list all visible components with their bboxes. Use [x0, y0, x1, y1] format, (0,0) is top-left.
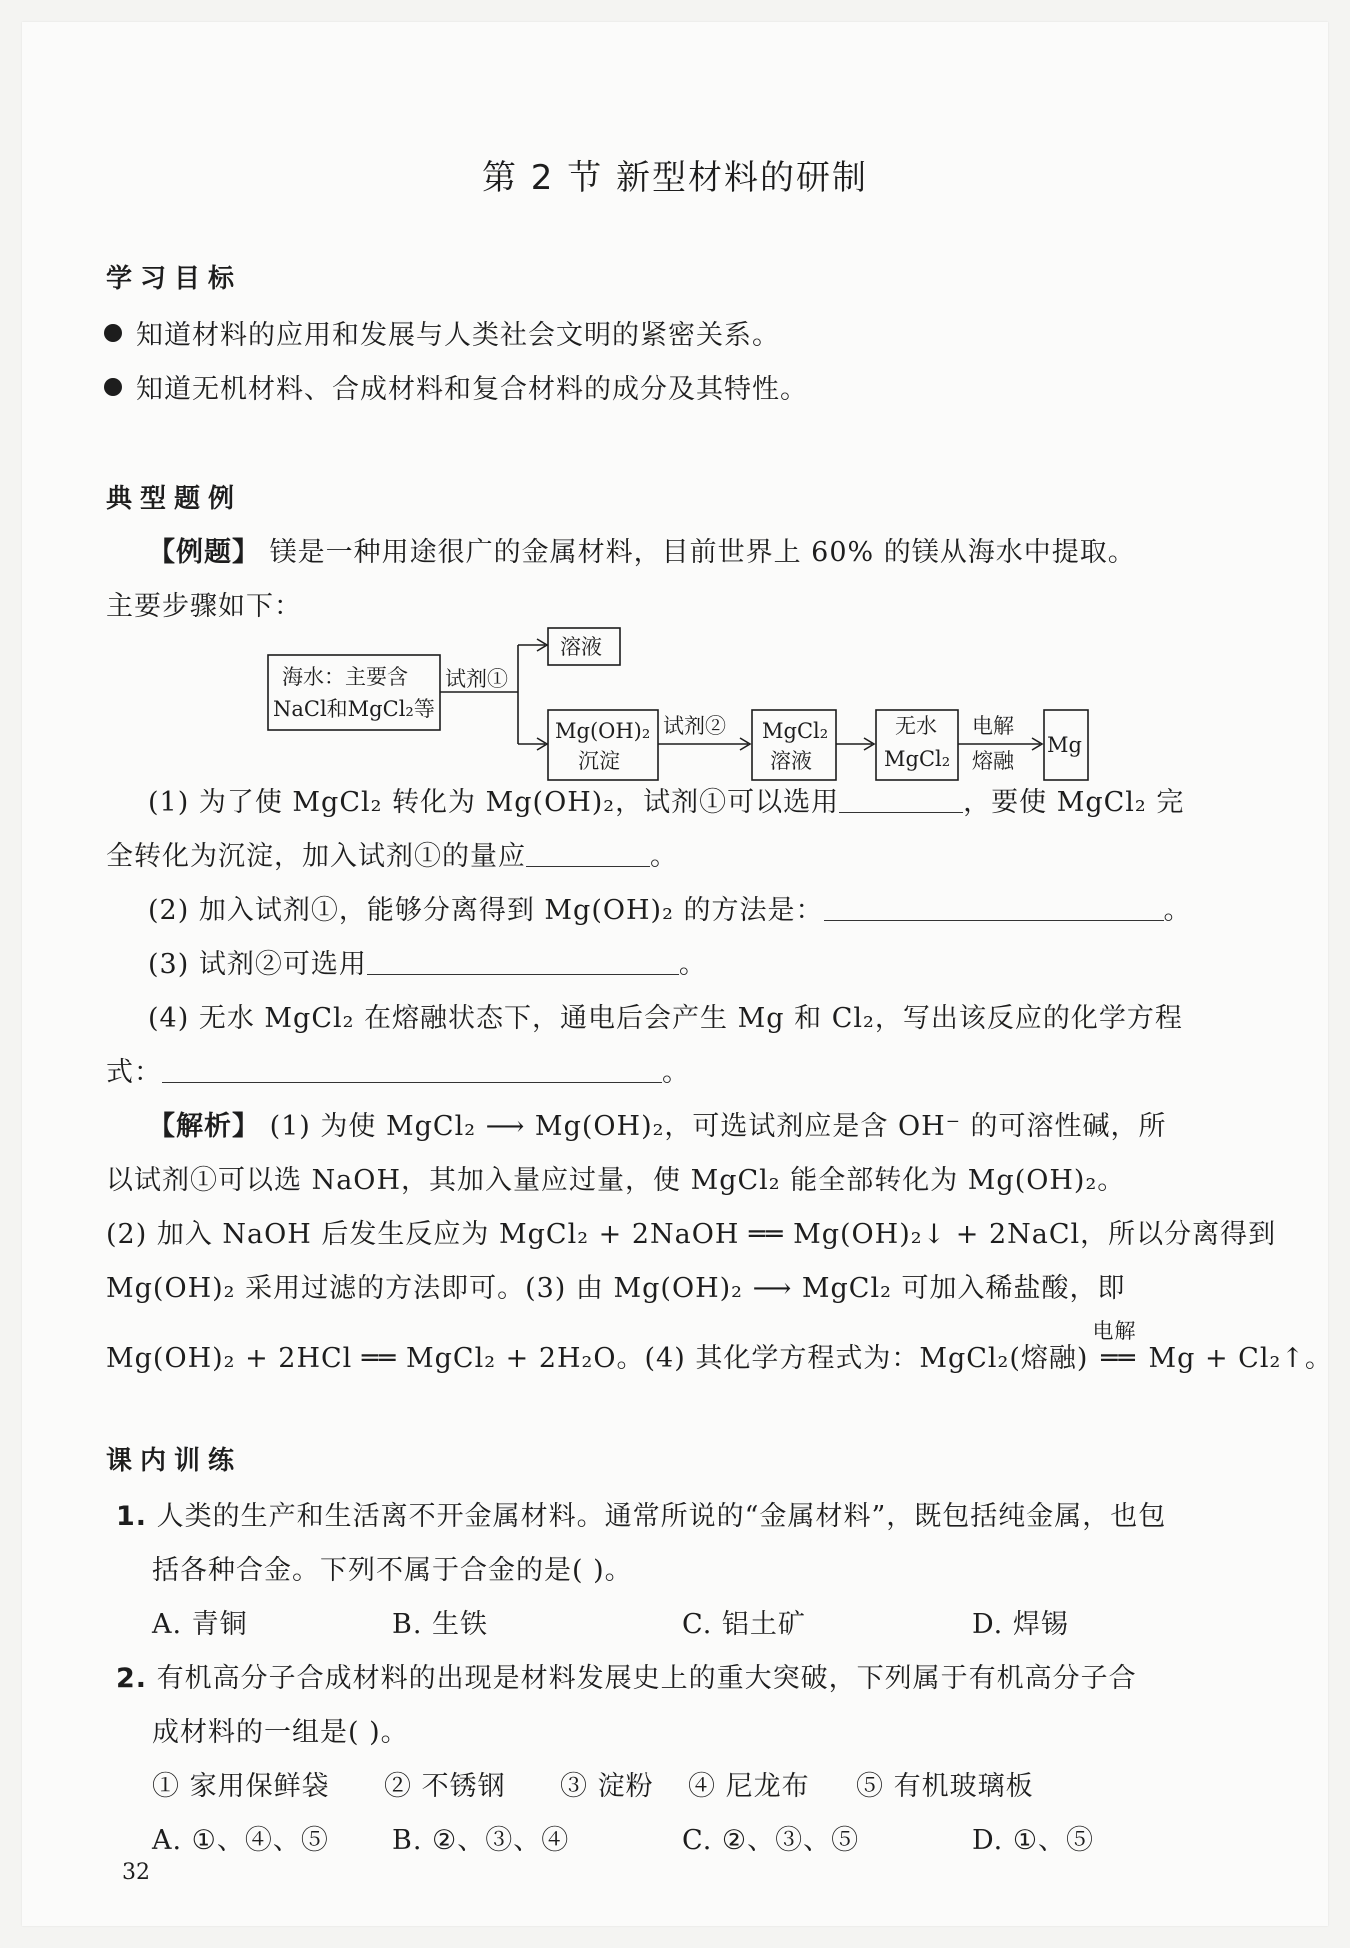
item-5: ⑤ 有机玻璃板 — [856, 1771, 1034, 1802]
box-anhydrous-line1: 无水 — [895, 714, 937, 738]
answer-blank[interactable] — [162, 1060, 662, 1083]
option-a[interactable]: A. 青铜 — [152, 1609, 248, 1640]
option-d[interactable]: D. ①、⑤ — [972, 1825, 1095, 1856]
label-reagent2: 试剂② — [663, 714, 726, 738]
heading-typical-examples: 典型题例 — [106, 484, 243, 514]
analysis-line-4: Mg(OH)₂ 采用过滤的方法即可。(3) 由 Mg(OH)₂ ⟶ MgCl₂ 可加入稀盐酸，即 — [106, 1273, 1126, 1304]
analysis-line-2: 以试剂①可以选 NaOH，其加入量应过量，使 MgCl₂ 能全部转化为 Mg(OH)₂。 — [106, 1165, 1126, 1196]
analysis-line-3: (2) 加入 NaOH 后发生反应为 MgCl₂ + 2NaOH ══ Mg(OH)₂↓ + 2NaCl，所以分离得到 — [106, 1219, 1277, 1250]
option-c[interactable]: C. 铝土矿 — [682, 1609, 806, 1640]
analysis-line-5: Mg(OH)₂ + 2HCl ══ MgCl₂ + 2H₂O。(4) 其化学方程式为：MgCl₂(熔融) 电解 ══ Mg + Cl₂↑。 — [106, 1336, 1333, 1375]
label-molten: 熔融 — [972, 749, 1014, 773]
option-b[interactable]: B. ②、③、④ — [392, 1825, 570, 1856]
item-3: ③ 淀粉 — [560, 1771, 654, 1802]
question-3: (3) 试剂②可选用 。 — [148, 949, 707, 980]
answer-blank[interactable] — [824, 898, 1164, 921]
question-1-cont: 全转化为沉淀，加入试剂①的量应 。 — [106, 841, 678, 872]
box-mg-label: Mg — [1047, 733, 1082, 757]
option-c[interactable]: C. ②、③、⑤ — [682, 1825, 860, 1856]
practice-1-options — [152, 1602, 1069, 1641]
electrolysis-equals: 电解 ══ — [1088, 1343, 1148, 1374]
section-title: 第 2 节 新型材料的研制 — [481, 158, 869, 198]
practice-question-2: 2. 有机高分子合成材料的出现是材料发展史上的重大突破，下列属于有机高分子合 — [116, 1663, 1137, 1694]
heading-learning-goals: 学习目标 — [106, 264, 243, 294]
example-label: 【例题】 — [148, 537, 260, 568]
practice-2-items — [152, 1764, 1034, 1803]
practice-question-1-cont: 括各种合金。下列不属于合金的是( )。 — [152, 1555, 633, 1586]
analysis-label: 【解析】 — [148, 1111, 260, 1142]
answer-blank[interactable] — [367, 952, 679, 975]
box-mgcl-line1: MgCl₂ — [762, 719, 829, 743]
practice-question-1: 1. 人类的生产和生活离不开金属材料。通常所说的“金属材料”，既包括纯金属，也包 — [116, 1501, 1167, 1532]
label-electrolysis: 电解 — [972, 714, 1014, 738]
question-4-cont: 式： 。 — [106, 1057, 690, 1088]
answer-blank[interactable] — [839, 790, 963, 813]
goal-item: 知道材料的应用和发展与人类社会文明的紧密关系。 — [104, 313, 780, 352]
box-mgoh-line1: Mg(OH)₂ — [555, 719, 651, 743]
box-mgcl-line2: 溶液 — [770, 749, 812, 773]
question-4: (4) 无水 MgCl₂ 在熔融状态下，通电后会产生 Mg 和 Cl₂，写出该反应的化学方程 — [148, 1003, 1183, 1034]
box-seawater-line2: NaCl和MgCl₂等 — [273, 697, 435, 721]
box-anhydrous-line2: MgCl₂ — [884, 747, 951, 771]
box-seawater-line1: 海水：主要含 — [282, 665, 408, 689]
process-flow-diagram — [0, 0, 1350, 800]
analysis-line-1: 【解析】 (1) 为使 MgCl₂ ⟶ Mg(OH)₂，可选试剂应是含 OH⁻ 的可溶性碱，所 — [148, 1111, 1167, 1142]
practice-question-2-cont: 成材料的一组是( )。 — [152, 1717, 409, 1748]
goal-item: 知道无机材料、合成材料和复合材料的成分及其特性。 — [104, 367, 808, 406]
example-intro-2: 主要步骤如下： — [106, 591, 302, 622]
question-1: (1) 为了使 MgCl₂ 转化为 Mg(OH)₂，试剂①可以选用 ，要使 MgCl₂ 完 — [148, 787, 1185, 818]
example-intro: 【例题】 镁是一种用途很广的金属材料，目前世界上 60% 的镁从海水中提取。 — [148, 537, 1136, 568]
box-mgoh-line2: 沉淀 — [578, 749, 620, 773]
option-b[interactable]: B. 生铁 — [392, 1609, 489, 1640]
option-a[interactable]: A. ①、④、⑤ — [152, 1825, 329, 1856]
item-4: ④ 尼龙布 — [688, 1771, 810, 1802]
page-number: 32 — [122, 1860, 150, 1885]
option-d[interactable]: D. 焊锡 — [972, 1609, 1069, 1640]
answer-blank[interactable] — [526, 844, 650, 867]
condition-label: 电解 — [1092, 1319, 1137, 1343]
item-2: ② 不锈钢 — [384, 1771, 506, 1802]
box-solution-label: 溶液 — [560, 635, 602, 659]
heading-class-practice: 课内训练 — [106, 1446, 243, 1476]
question-2: (2) 加入试剂①，能够分离得到 Mg(OH)₂ 的方法是： 。 — [148, 895, 1192, 926]
practice-2-options — [152, 1818, 1094, 1857]
label-reagent1: 试剂① — [445, 667, 508, 691]
item-1: ① 家用保鲜袋 — [152, 1771, 330, 1802]
